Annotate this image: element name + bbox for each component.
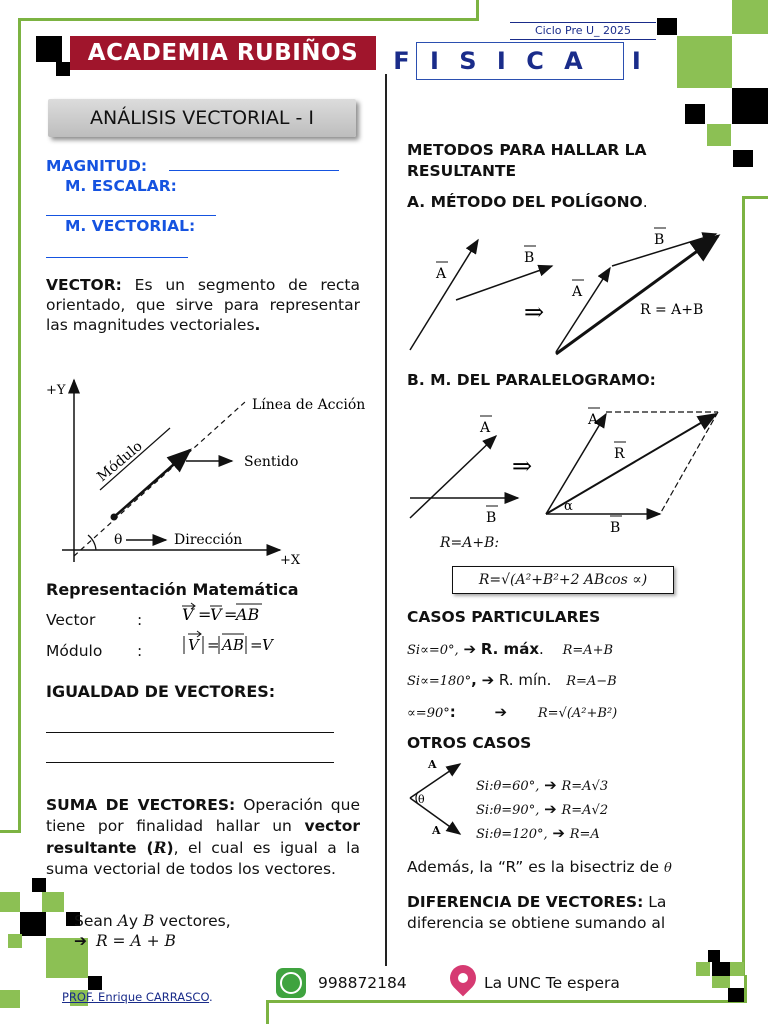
module-formula-box	[452, 566, 674, 594]
rep-module-formula	[178, 628, 278, 658]
arrow-icon: ➔	[544, 776, 557, 794]
para-label-a: A	[480, 420, 491, 436]
arrow-icon: ➔	[552, 824, 565, 842]
topic-box	[48, 99, 356, 137]
other-case-1: Si:θ=60°, ➔ R=A√3	[476, 776, 609, 794]
arrow-icon: ➔	[463, 640, 477, 658]
svg-text:AB: AB	[236, 605, 260, 624]
let-vectors: Sean Ay B vectores,	[74, 912, 231, 930]
bisector-note: Además, la “R” es la bisectriz de θ	[407, 858, 672, 876]
para-side-a	[546, 414, 606, 514]
svg-text:V: V	[182, 605, 194, 624]
svg-text:=: =	[224, 605, 238, 624]
course-box	[393, 42, 647, 80]
arrow-icon: ➔	[544, 800, 557, 818]
phone-number: 998872184	[318, 974, 407, 992]
polygon-diagram	[400, 220, 740, 360]
angle-label-a2: A	[432, 824, 441, 837]
svg-text:V: V	[262, 636, 273, 654]
poly-label-b2: B	[654, 232, 665, 248]
module-formula: R=√(A²+B²+2 ABcos ∝)	[478, 572, 648, 588]
special-case-1: Si∝=0°, ➔ R. máx. R=A+B	[407, 640, 614, 658]
angle-theta: θ	[418, 793, 425, 806]
rep-vector-label: Vector	[46, 611, 96, 629]
svg-text:=: =	[198, 605, 212, 624]
equality-blank-1	[46, 712, 334, 733]
poly-vector-a2	[556, 268, 610, 352]
sum-term: SUMA DE VECTORES:	[46, 796, 236, 814]
y-axis-label: +Y	[46, 383, 66, 398]
angle-label-a1: A	[428, 758, 437, 771]
slogan: La UNC Te espera	[484, 974, 620, 992]
origin-point	[111, 514, 118, 521]
sum-definition: SUMA DE VECTORES: Operación que tiene por finalidad hallar un vector resultante (R), el cual es igual a la suma vectorial de todos los vectores.	[46, 796, 360, 878]
rep-module-colon: :	[137, 642, 143, 660]
special-case-2: Si∝=180°, ➔ R. mín. R=A−B	[407, 671, 617, 689]
svg-text:=: =	[207, 636, 220, 654]
vector-diagram	[40, 372, 370, 572]
poly-label-a: A	[436, 266, 447, 282]
magnitude-row	[46, 157, 339, 175]
difference-term: DIFERENCIA DE VECTORES:	[407, 893, 644, 911]
sum-formula: R = A + B	[95, 932, 176, 950]
equality-blank-2	[46, 742, 334, 763]
para-label-a2: A	[588, 412, 599, 428]
arrow-icon: ➔	[481, 671, 495, 689]
poly-label-a2: A	[572, 284, 583, 300]
theta-label: θ	[114, 532, 123, 548]
scalar-blank	[46, 197, 216, 216]
parallelogram-formula: R=A+B:	[440, 535, 500, 551]
scalar-label: M. ESCALAR:	[65, 177, 177, 195]
poly-label-b: B	[524, 250, 535, 266]
home-location-icon	[445, 960, 482, 997]
implies-icon: ⇒	[524, 298, 545, 326]
vectorial-blank	[46, 237, 188, 258]
para-label-r: R	[614, 446, 625, 462]
sum-formula-row	[74, 932, 176, 950]
topic-title: ANÁLISIS VECTORIAL - I	[90, 107, 314, 129]
svg-text:=: =	[250, 636, 263, 654]
professor-credit: PROF. Enrique CARRASCO.	[62, 990, 213, 1004]
representation-title: Representación Matemática	[46, 580, 299, 599]
para-label-b2: B	[610, 520, 621, 536]
vector-definition: VECTOR: Es un segmento de recta orientado, que sirve para representar las magnitudes vectoriales.	[46, 276, 360, 334]
direction-label: Dirección	[174, 532, 243, 548]
poly-vector-a	[410, 240, 478, 350]
academy-banner	[70, 36, 376, 70]
parallelogram-diagram	[400, 400, 740, 540]
academy-name: ACADEMIA RUBIÑOS	[87, 40, 359, 66]
vectorial-label: M. VECTORIAL:	[65, 217, 196, 235]
svg-text:V: V	[210, 605, 222, 624]
special-cases-title: CASOS PARTICULARES	[407, 608, 601, 626]
methods-title: METODOS PARA HALLAR LA RESULTANTE	[407, 141, 647, 180]
module-label: Módulo	[94, 438, 146, 486]
difference-definition: DIFERENCIA DE VECTORES: La diferencia se obtiene sumando al	[407, 893, 667, 932]
para-dashed-right	[660, 412, 718, 514]
poly-vector-b	[456, 266, 552, 300]
course-title: F I S I C A I	[393, 47, 647, 75]
column-divider	[385, 74, 387, 966]
x-axis-label: +X	[280, 553, 301, 568]
other-case-3: Si:θ=120°, ➔ R=A	[476, 824, 600, 842]
cycle-label: Ciclo Pre U_ 2025	[510, 22, 656, 40]
whatsapp-icon	[276, 968, 306, 998]
special-case-3: ∝=90°: ➔ R=√(A²+B²)	[407, 703, 618, 721]
svg-text:AB: AB	[222, 636, 244, 654]
magnitude-label: MAGNITUD:	[46, 157, 148, 175]
polygon-formula: R = A+B	[640, 302, 704, 318]
para-vector-a	[410, 436, 496, 518]
parallelogram-title: B. M. DEL PARALELOGRAMO:	[407, 371, 656, 389]
angle-diagram	[404, 756, 468, 840]
rep-vector-formula	[178, 598, 278, 628]
other-cases-title: OTROS CASOS	[407, 734, 532, 752]
alpha-label: α	[564, 499, 573, 514]
svg-text:V: V	[188, 636, 199, 654]
arrow-icon: ➔	[494, 703, 508, 721]
sense-label: Sentido	[244, 454, 299, 470]
equality-title: IGUALDAD DE VECTORES:	[46, 682, 276, 701]
arrow-icon: ➔	[74, 932, 87, 950]
para-label-b: B	[486, 510, 497, 526]
polygon-title: A. MÉTODO DEL POLÍGONO.	[407, 193, 648, 211]
rep-vector-colon: :	[137, 611, 143, 629]
line-of-action-label: Línea de Acción	[252, 397, 366, 413]
other-case-2: Si:θ=90°, ➔ R=A√2	[476, 800, 609, 818]
implies-icon-2: ⇒	[512, 452, 533, 480]
rep-module-label: Módulo	[46, 642, 103, 660]
vector-term: VECTOR:	[46, 276, 122, 294]
